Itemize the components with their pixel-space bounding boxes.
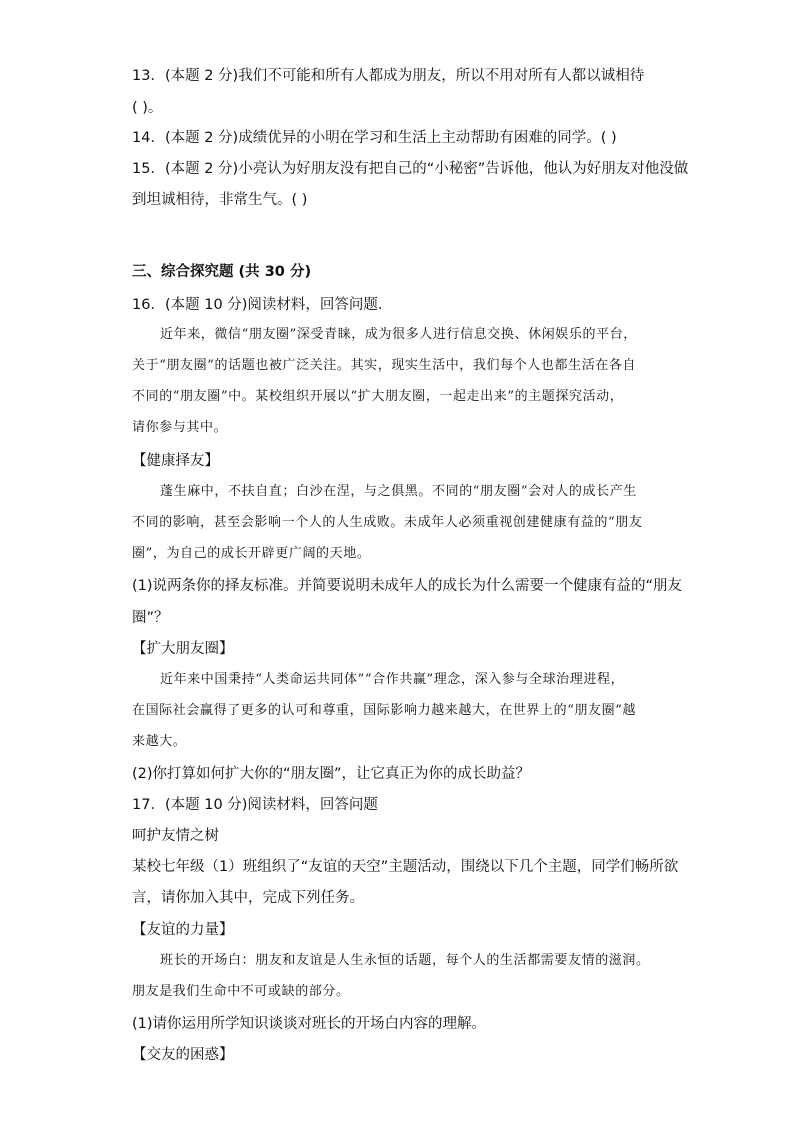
subheading-friendship-power: 【友谊的力量】 bbox=[132, 922, 234, 938]
question-17-title: 17．(本题 10 分)阅读材料，回答问题 bbox=[132, 797, 378, 813]
material-power-line-2: 朋友是我们生命中不可或缺的部分。 bbox=[132, 984, 350, 999]
subheading-friendship-confusion: 【交友的困惑】 bbox=[132, 1047, 234, 1063]
question-16-2: (2)你打算如何扩大你的“朋友圈”，让它真正为你的成长助益？ bbox=[132, 766, 531, 782]
material-16-line-1: 近年来，微信“朋友圈”深受青睐，成为很多人进行信息交换、休闲娱乐的平台， bbox=[160, 327, 637, 342]
question-16-1-line-1: (1)说两条你的择友标准。并简要说明未成年人的成长为什么需要一个健康有益的“朋友 bbox=[132, 578, 683, 594]
material-17-line-1: 某校七年级（1）班组织了“友谊的天空”主题活动，围绕以下几个主题，同学们畅所欲 bbox=[132, 859, 679, 875]
question-16-title: 16．(本题 10 分)阅读材料，回答问题． bbox=[132, 297, 393, 313]
material-healthy-line-1: 蓬生麻中，不扶自直；白沙在涅，与之俱黑。不同的“朋友圈”会对人的成长产生 bbox=[160, 484, 637, 499]
subheading-healthy-friends: 【健康择友】 bbox=[132, 453, 219, 469]
question-15-line-1: 15．(本题 2 分)小亮认为好朋友没有把自己的“小秘密”告诉他，他认为好朋友对他没做 bbox=[132, 161, 689, 177]
material-expand-line-3: 来越大。 bbox=[132, 734, 187, 749]
question-16-1-line-2: 圈”？ bbox=[132, 610, 169, 626]
question-13-line-1: 13．(本题 2 分)我们不可能和所有人都成为朋友，所以不用对所有人都以诚相待 bbox=[132, 68, 645, 84]
question-15-line-2: 到坦诚相待，非常生气。( ) bbox=[132, 192, 308, 208]
material-16-line-3: 不同的“朋友圈”中。某校组织开展以“扩大朋友圈，一起走出来”的主题探究活动， bbox=[132, 389, 624, 404]
material-expand-line-1: 近年来中国秉持“人类命运共同体”“合作共赢”理念，深入参与全球治理进程， bbox=[160, 672, 625, 687]
material-16-line-2: 关于“朋友圈”的话题也被广泛关注。其实，现实生活中，我们每个人也都生活在各自 bbox=[132, 358, 637, 373]
material-17-title: 呵护友情之树 bbox=[132, 828, 219, 844]
question-14: 14．(本题 2 分)成绩优异的小明在学习和生活上主动帮助有困难的同学。( ) bbox=[132, 130, 617, 146]
question-13-line-2: ( )。 bbox=[132, 100, 163, 116]
material-power-line-1: 班长的开场白：朋友和友谊是人生永恒的话题，每个人的生活都需要友情的滋润。 bbox=[160, 953, 650, 968]
material-16-line-4: 请你参与其中。 bbox=[132, 420, 228, 435]
subheading-expand-circle: 【扩大朋友圈】 bbox=[132, 641, 234, 657]
material-17-line-2: 言，请你加入其中，完成下列任务。 bbox=[132, 890, 364, 906]
question-17-1: (1)请你运用所学知识谈谈对班长的开场白内容的理解。 bbox=[132, 1016, 487, 1032]
material-expand-line-2: 在国际社会赢得了更多的认可和尊重，国际影响力越来越大，在世界上的“朋友圈”越 bbox=[132, 703, 637, 718]
material-healthy-line-2: 不同的影响，甚至会影响一个人的人生成败。未成年人必须重视创建健康有益的“朋友 bbox=[132, 515, 643, 530]
material-healthy-line-3: 圈”，为自己的成长开辟更广阔的天地。 bbox=[132, 546, 371, 561]
section-heading: 三、综合探究题 (共 30 分) bbox=[132, 264, 312, 280]
